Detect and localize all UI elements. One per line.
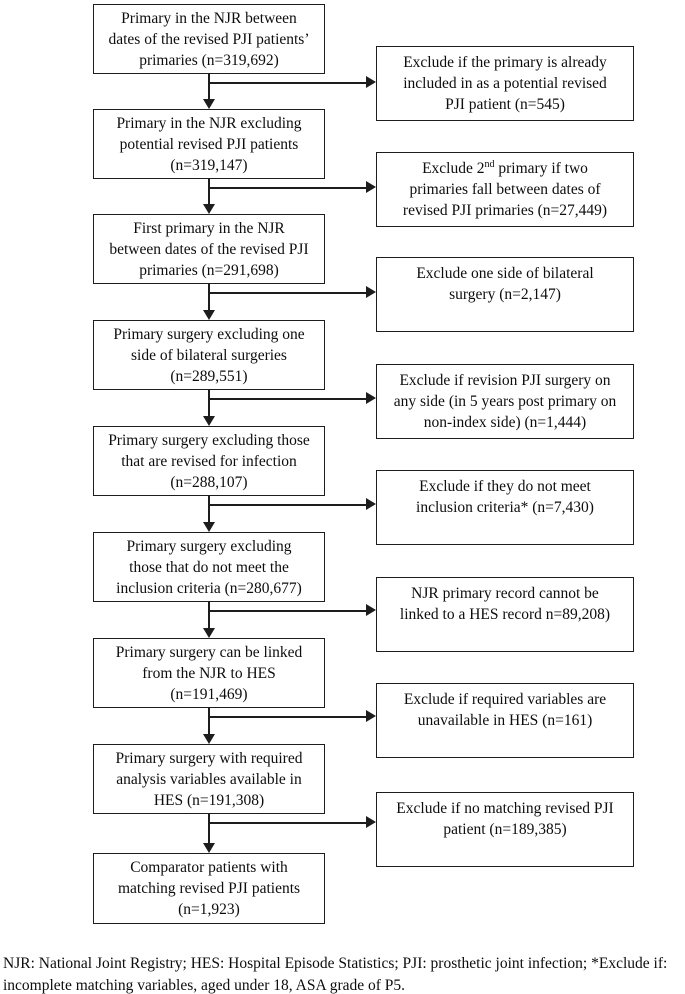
connector-horizontal [209, 822, 367, 824]
box-text-line: Primary surgery excluding one [113, 325, 305, 343]
exclusion-box-2 [376, 152, 634, 227]
connector-horizontal [209, 187, 367, 189]
connector-horizontal [209, 504, 367, 506]
box-text-line: Primary in the NJR between [121, 9, 297, 27]
box-text-line: primaries (n=319,692) [139, 51, 279, 69]
box-text-line: linked to a HES record n=89,208) [399, 606, 611, 623]
exclusion-box-8 [376, 792, 634, 867]
connector-vertical [208, 390, 210, 417]
connector-vertical [208, 496, 210, 523]
arrowhead-right-icon [366, 392, 376, 404]
arrowhead-right-icon [366, 604, 376, 616]
box-text-line: primaries (n=291,698) [139, 261, 279, 279]
flow-step-box-4 [93, 320, 325, 390]
box-text-line: NJR primary record cannot be [411, 585, 599, 602]
flow-step-box-2 [93, 109, 325, 179]
arrowhead-right-icon [366, 710, 376, 722]
box-text-line: (n=289,551) [170, 367, 248, 385]
box-text-line: (n=319,147) [170, 156, 248, 174]
flow-step-box-7 [93, 638, 325, 708]
box-text-line: PJI patient (n=545) [445, 96, 565, 113]
box-text-line: (n=191,469) [170, 685, 248, 703]
arrowhead-down-icon [203, 99, 215, 109]
arrowhead-right-icon [366, 498, 376, 510]
arrowhead-down-icon [203, 416, 215, 426]
arrowhead-down-icon [203, 310, 215, 320]
box-text-line: Exclude if no matching revised PJI [396, 800, 614, 817]
box-text-line: primaries fall between dates of [409, 181, 601, 198]
box-text-line: dates of the revised PJI patients’ [108, 30, 310, 48]
exclusion-box-5 [376, 470, 634, 545]
box-text-line: Exclude one side of bilateral [416, 265, 594, 282]
box-text-line: side of bilateral surgeries [131, 346, 287, 364]
box-text-line: Primary in the NJR excluding [116, 114, 302, 132]
connector-vertical [208, 284, 210, 311]
box-text-line: from the NJR to HES [142, 664, 276, 682]
arrowhead-down-icon [203, 843, 215, 853]
box-text-line: Primary surgery excluding [126, 537, 292, 555]
flow-step-box-9 [93, 853, 325, 924]
box-text-line: matching revised PJI patients [117, 880, 301, 897]
arrowhead-down-icon [203, 628, 215, 638]
box-text-line: (n=288,107) [170, 473, 248, 491]
box-text-line: (n=1,923) [178, 901, 240, 918]
exclusion-box-6 [376, 577, 634, 652]
box-text-line [377, 158, 633, 179]
footnote-line: NJR: National Joint Registry; HES: Hospital Episode Statistics; PJI: prosthetic joint infection; *Exclude if: [3, 955, 668, 972]
arrowhead-right-icon [366, 76, 376, 88]
connector-vertical [208, 708, 210, 735]
box-text-line: included in as a potential revised [403, 75, 607, 92]
connector-horizontal [209, 716, 367, 718]
box-text-line: Primary surgery with required [115, 749, 303, 767]
footnote-line: incomplete matching variables, aged under 18, ASA grade of P5. [3, 977, 406, 994]
flow-step-box-6 [93, 532, 325, 602]
box-text-line: HES (n=191,308) [153, 791, 265, 809]
box-text-line: First primary in the NJR [133, 219, 285, 237]
exclusion-box-3 [376, 257, 634, 332]
connector-vertical [208, 74, 210, 100]
arrowhead-down-icon [203, 522, 215, 532]
box-text-line: surgery (n=2,147) [449, 286, 561, 303]
connector-horizontal [209, 398, 367, 400]
arrowhead-right-icon [366, 816, 376, 828]
text-post: primary if two [494, 160, 588, 177]
text-pre: Exclude 2 [422, 160, 485, 177]
flow-step-box-3 [93, 214, 325, 284]
box-text-line: Exclude if required variables are [403, 691, 607, 708]
exclusion-box-7 [376, 683, 634, 758]
box-text-line: inclusion criteria (n=280,677) [116, 579, 302, 597]
box-text-line: inclusion criteria* (n=7,430) [416, 499, 594, 516]
flow-step-box-8 [93, 744, 325, 814]
flow-step-box-1 [93, 4, 325, 74]
box-text-line: that are revised for infection [121, 452, 297, 470]
box-text-line: those that do not meet the [129, 558, 289, 576]
arrowhead-down-icon [203, 204, 215, 214]
box-text-line: Exclude if they do not meet [419, 478, 591, 495]
box-text-line: potential revised PJI patients [119, 135, 299, 153]
box-text-line: Exclude if the primary is already [403, 54, 607, 71]
exclusion-box-1 [376, 46, 634, 121]
box-text-line: revised PJI primaries (n=27,449) [402, 202, 608, 219]
box-text-line: Primary surgery excluding those [108, 431, 310, 449]
arrowhead-down-icon [203, 734, 215, 744]
connector-vertical [208, 602, 210, 629]
box-text-line: unavailable in HES (n=161) [417, 712, 593, 729]
box-text-line: Comparator patients with [130, 859, 288, 876]
connector-horizontal [209, 82, 367, 84]
connector-vertical [208, 179, 210, 205]
connector-vertical [208, 814, 210, 844]
box-text-line: analysis variables available in [116, 770, 302, 788]
footnote [3, 953, 683, 994]
arrowhead-right-icon [366, 181, 376, 193]
connector-horizontal [209, 292, 367, 294]
box-text-line: patient (n=189,385) [443, 821, 567, 838]
box-text-line: non-index side) (n=1,444) [423, 414, 587, 431]
exclusion-box-4 [376, 364, 634, 439]
box-text-line: between dates of the revised PJI [109, 240, 309, 258]
connector-horizontal [209, 610, 367, 612]
ordinal-suffix: nd [484, 158, 495, 170]
box-text-line: Primary surgery can be linked [115, 643, 303, 661]
box-text-line: any side (in 5 years post primary on [393, 393, 617, 410]
arrowhead-right-icon [366, 286, 376, 298]
flow-step-box-5 [93, 426, 325, 496]
box-text-line: Exclude if revision PJI surgery on [399, 372, 611, 389]
